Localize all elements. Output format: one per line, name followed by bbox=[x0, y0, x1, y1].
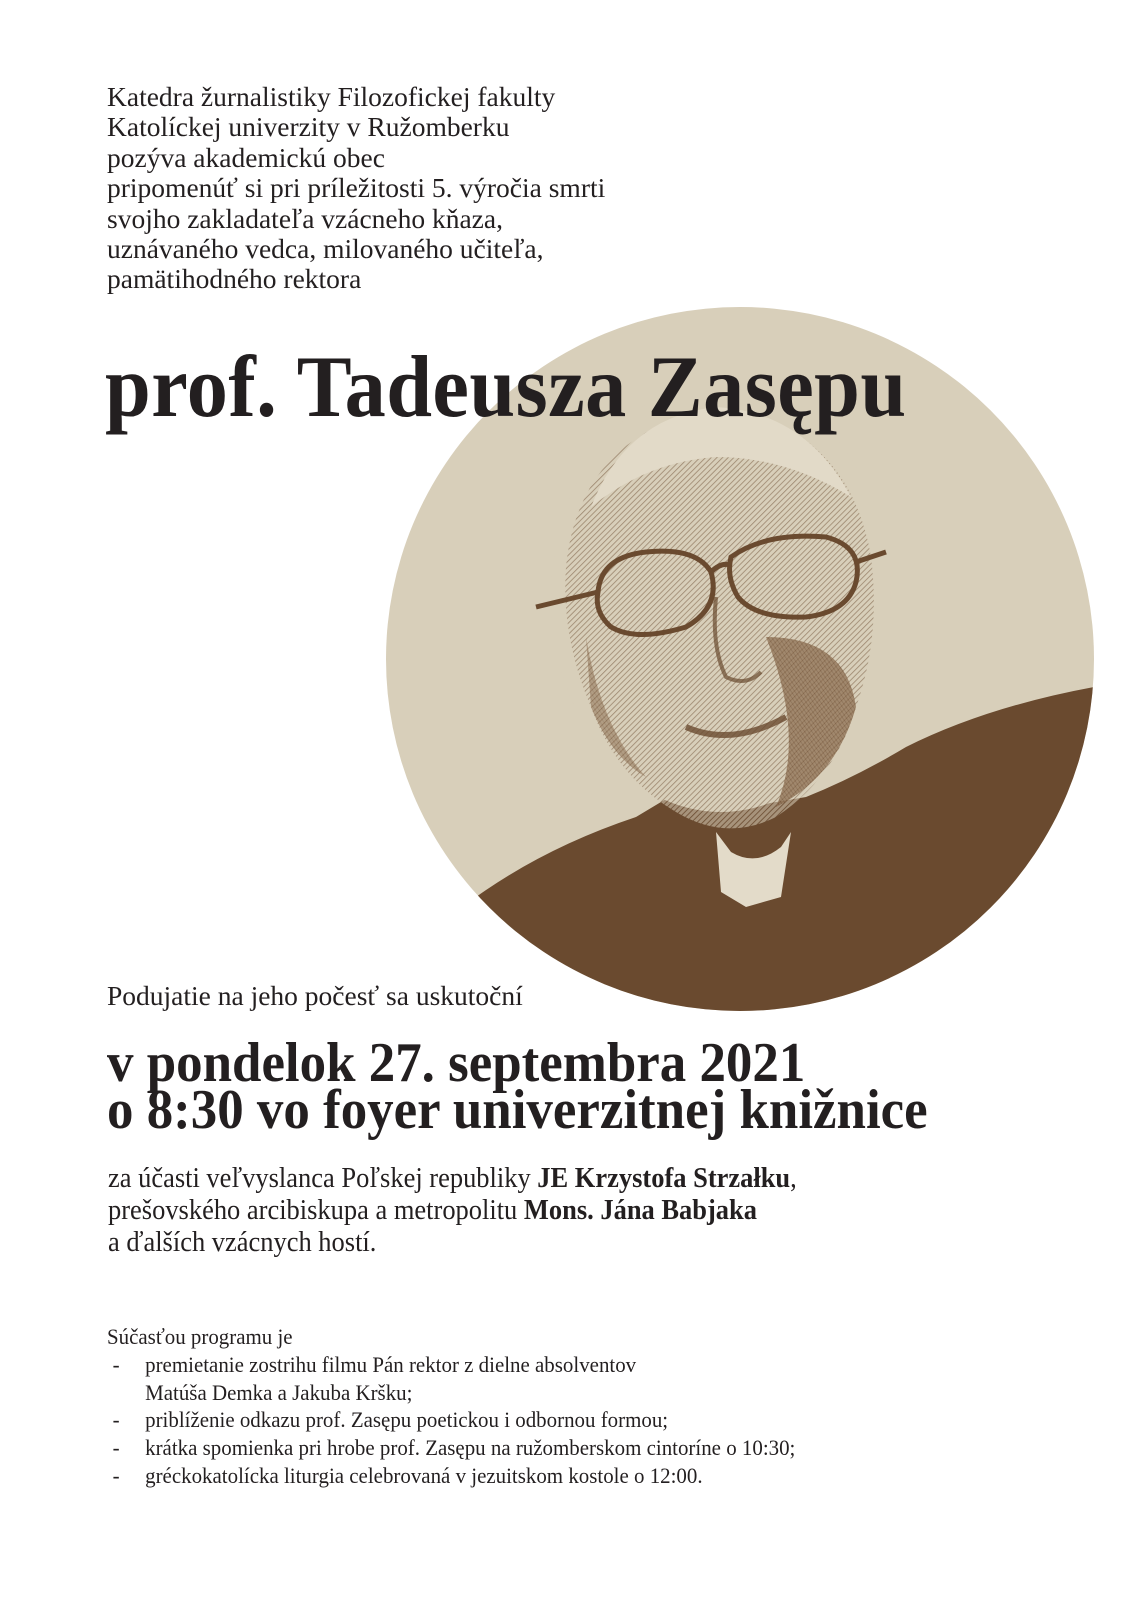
intro-line: Katolíckej univerzity v Ružomberku bbox=[107, 111, 510, 143]
program-item bbox=[107, 1462, 795, 1490]
guest-archbishop: Mons. Jána Babjaka bbox=[523, 1195, 757, 1226]
event-datetime bbox=[107, 1032, 928, 1141]
bullet-dash: - bbox=[112, 1407, 120, 1433]
intro-line: Katedra žurnalistiky Filozofickej fakulty bbox=[107, 81, 556, 112]
program-item-text: gréckokatolícka liturgia celebrovaná v jezuitskom kostole o 12:00. bbox=[145, 1462, 703, 1488]
invitation-intro bbox=[107, 82, 807, 295]
event-date: v pondelok 27. septembra 2021 bbox=[107, 1032, 806, 1094]
program-item-text: krátka spomienka pri hrobe prof. Zasępu na ružomberskom cintoríne o 10:30; bbox=[145, 1435, 796, 1461]
program-list bbox=[107, 1323, 795, 1490]
guests-paragraph bbox=[108, 1163, 797, 1259]
intro-line: svojho zakladateľa vzácneho kňaza, bbox=[107, 202, 503, 234]
guests-line-1 bbox=[108, 1163, 797, 1195]
guests-line-3: a ďalších vzácnych hostí. bbox=[108, 1227, 377, 1258]
intro-line: uznávaného vedca, milovaného učiteľa, bbox=[107, 233, 544, 265]
program-item bbox=[107, 1351, 795, 1379]
program-item-text: priblíženie odkazu prof. Zasępu poetickou i odbornou formou; bbox=[145, 1407, 669, 1433]
program-item bbox=[107, 1406, 795, 1434]
event-place: o 8:30 vo foyer univerzitnej knižnice bbox=[107, 1079, 928, 1141]
intro-line: pozýva akademickú obec bbox=[107, 141, 385, 173]
guests-text: , bbox=[790, 1163, 797, 1194]
bullet-dash: - bbox=[112, 1351, 120, 1377]
bullet-dash: - bbox=[112, 1462, 120, 1488]
program-item-continuation: Matúša Demka a Jakuba Kršku; bbox=[145, 1379, 413, 1405]
guests-text: prešovského arcibiskupa a metropolitu bbox=[108, 1195, 524, 1226]
bullet-dash: - bbox=[112, 1435, 120, 1461]
guests-line-2 bbox=[108, 1195, 797, 1227]
honoree-name: prof. Tadeusza Zasępu bbox=[105, 339, 907, 436]
event-lead: Podujatie na jeho počesť sa uskutoční bbox=[107, 980, 523, 1011]
program-item-text: premietanie zostrihu filmu Pán rektor z dielne absolventov bbox=[145, 1351, 637, 1377]
program-item bbox=[107, 1434, 795, 1462]
guests-text: za účasti veľvyslanca Poľskej republiky bbox=[108, 1163, 538, 1194]
guest-ambassador: JE Krzystofa Strzałku bbox=[537, 1163, 791, 1194]
program-heading: Súčasťou programu je bbox=[107, 1324, 293, 1349]
intro-line: pamätihodného rektora bbox=[107, 263, 362, 295]
intro-line: pripomenúť si pri príležitosti 5. výročia smrti bbox=[107, 172, 606, 204]
